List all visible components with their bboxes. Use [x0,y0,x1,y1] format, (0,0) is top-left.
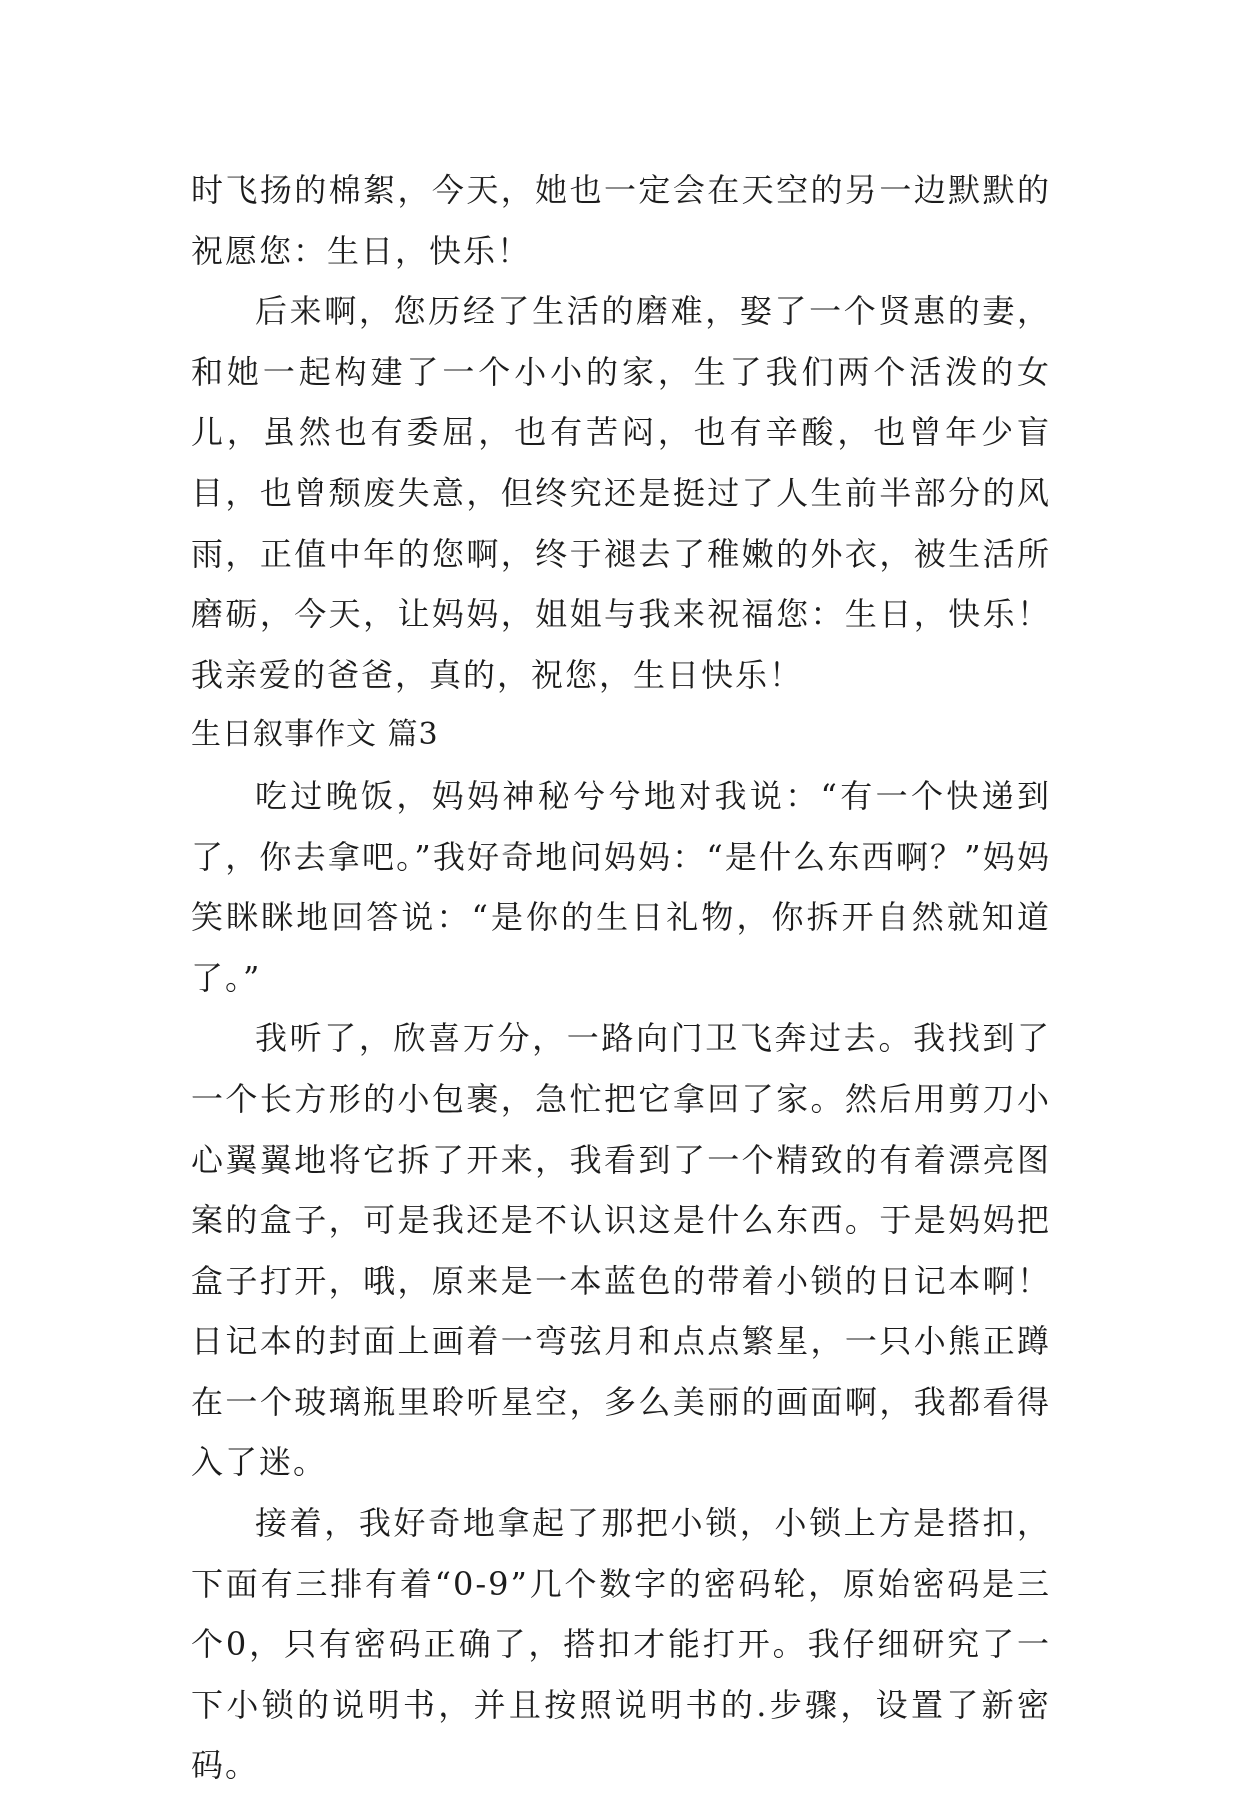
paragraph-continuation: 时飞扬的棉絮，今天，她也一定会在天空的另一边默默的祝愿您：生日，快乐！ [191,171,1051,270]
section-heading: 生日叙事作文 篇3 [191,717,439,753]
paragraph-dinner: 吃过晚饭，妈妈神秘兮兮地对我说：“有一个快递到了，你去拿吧。”我好奇地问妈妈：“是什么东西啊？”妈妈笑眯眯地回答说：“是你的生日礼物，你拆开自然就知道了。” [191,776,1051,997]
paragraph-lock: 接着，我好奇地拿起了那把小锁，小锁上方是搭扣，下面有三排有着“0-9”几个数字的密码轮，原始密码是三个0，只有密码正确了，搭扣才能打开。我仔细研究了一下小锁的说明书，并且按照说明书的.步骤，设置了新密码。 [191,1504,1051,1785]
paragraph-father-life: 后来啊，您历经了生活的磨难，娶了一个贤惠的妻，和她一起构建了一个小小的家，生了我们两个活泼的女儿，虽然也有委屈，也有苦闷，也有辛酸，也曾年少盲目，也曾颓废失意，但终究还是挺过了人生前半部分的风雨，正值中年的您啊，终于褪去了稚嫩的外衣，被生活所磨砺，今天，让妈妈，姐姐与我来祝福您：生日，快乐！我亲爱的爸爸，真的，祝您，生日快乐！ [191,292,1051,694]
paragraph-package: 我听了，欣喜万分，一路向门卫飞奔过去。我找到了一个长方形的小包裹，急忙把它拿回了家。然后用剪刀小心翼翼地将它拆了开来，我看到了一个精致的有着漂亮图案的盒子，可是我还是不认识这是什么东西。于是妈妈把盒子打开，哦，原来是一本蓝色的带着小锁的日记本啊！日记本的封面上画着一弯弦月和点点繁星，一只小熊正蹲在一个玻璃瓶里聆听星空，多么美丽的画面啊，我都看得入了迷。 [191,1019,1051,1482]
document-body [191,160,1051,1796]
